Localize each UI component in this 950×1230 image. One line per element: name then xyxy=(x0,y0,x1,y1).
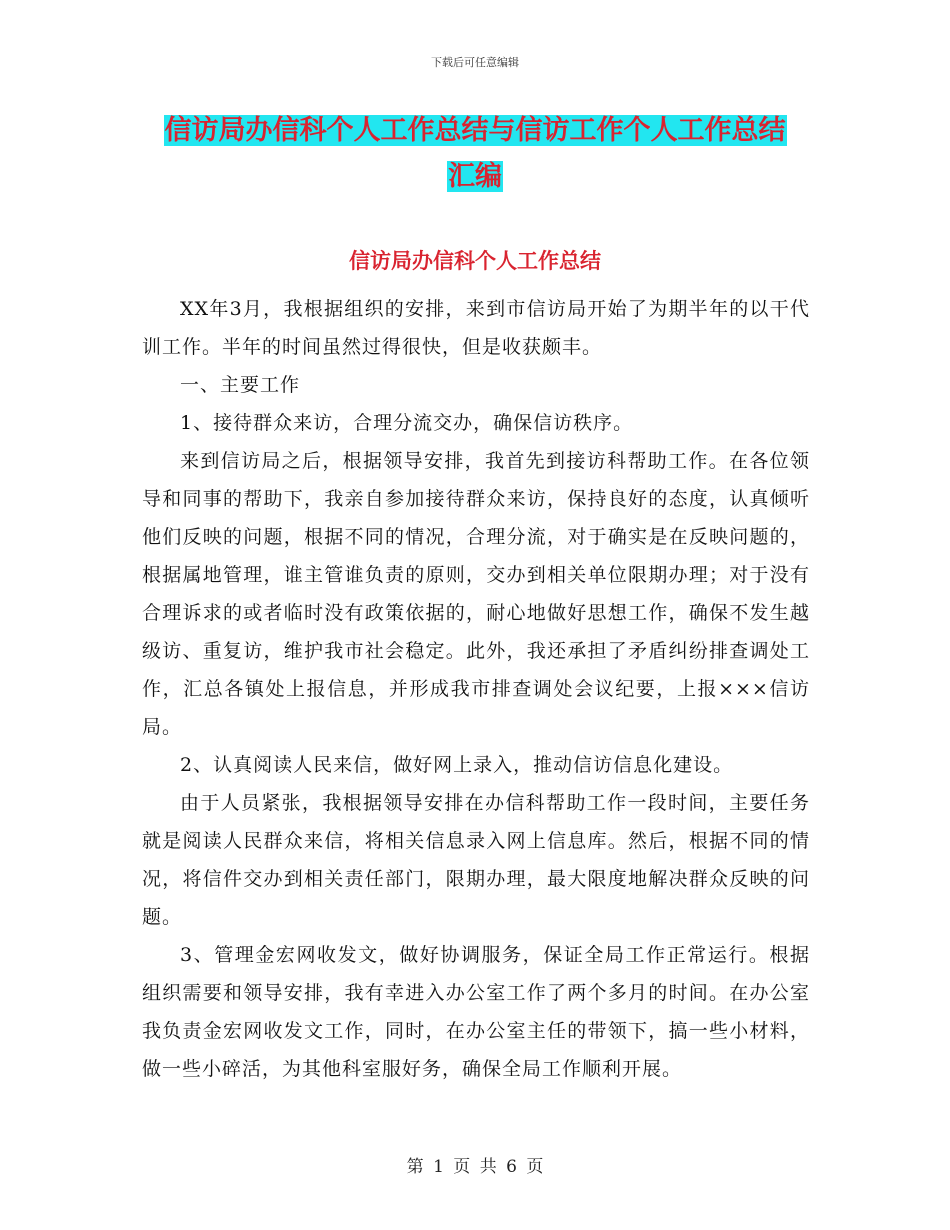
item-heading-1: 1、接待群众来访，合理分流交办，确保信访秩序。 xyxy=(180,412,634,434)
paragraph-item-3: 3、管理金宏网收发文，做好协调服务，保证全局工作正常运行。根据组织需要和领导安排，我有幸进入办公室工作了两个多月的时间。在办公室我负责金宏网收发文工作，同时，在办公室主任的带领下，搞一些小材料，做一些小碎活，为其他科室服好务，确保全局工作顺利开展。 xyxy=(142,944,810,1080)
document-body xyxy=(142,290,810,1088)
paragraph-intro: XX年3月，我根据组织的安排，来到市信访局开始了为期半年的以干代训工作。半年的时间虽然过得很快，但是收获颇丰。 xyxy=(142,298,810,358)
document-title-line-1: 信访局办信科个人工作总结与信访工作个人工作总结 xyxy=(164,115,786,146)
page-indicator: 第 1 页 共 6 页 xyxy=(406,1157,544,1177)
paragraph-letters: 由于人员紧张，我根据领导安排在办信科帮助工作一段时间，主要任务就是阅读人民群众来信，将相关信息录入网上信息库。然后，根据不同的情况，将信件交办到相关责任部门，限期办理，最大限度地解决群众反映的问题。 xyxy=(142,792,810,928)
document-title-line-2: 汇编 xyxy=(448,161,502,192)
header-note: 下载后可任意编辑 xyxy=(431,56,519,69)
document-title xyxy=(0,108,950,200)
item-heading-2: 2、认真阅读人民来信，做好网上录入，推动信访信息化建设。 xyxy=(180,754,734,776)
heading-main-work: 一、主要工作 xyxy=(180,374,301,396)
paragraph-reception: 来到信访局之后，根据领导安排，我首先到接访科帮助工作。在各位领导和同事的帮助下，我亲自参加接待群众来访，保持良好的态度，认真倾听他们反映的问题，根据不同的情况，合理分流，对于确实是在反映问题的，根据属地管理，谁主管谁负责的原则，交办到相关单位限期办理；对于没有合理诉求的或者临时没有政策依据的，耐心地做好思想工作，确保不发生越级访、重复访，维护我市社会稳定。此外，我还承担了矛盾纠纷排查调处工作，汇总各镇处上报信息，并形成我市排查调处会议纪要，上报×××信访局。 xyxy=(142,450,810,738)
section-title: 信访局办信科个人工作总结 xyxy=(349,249,601,273)
